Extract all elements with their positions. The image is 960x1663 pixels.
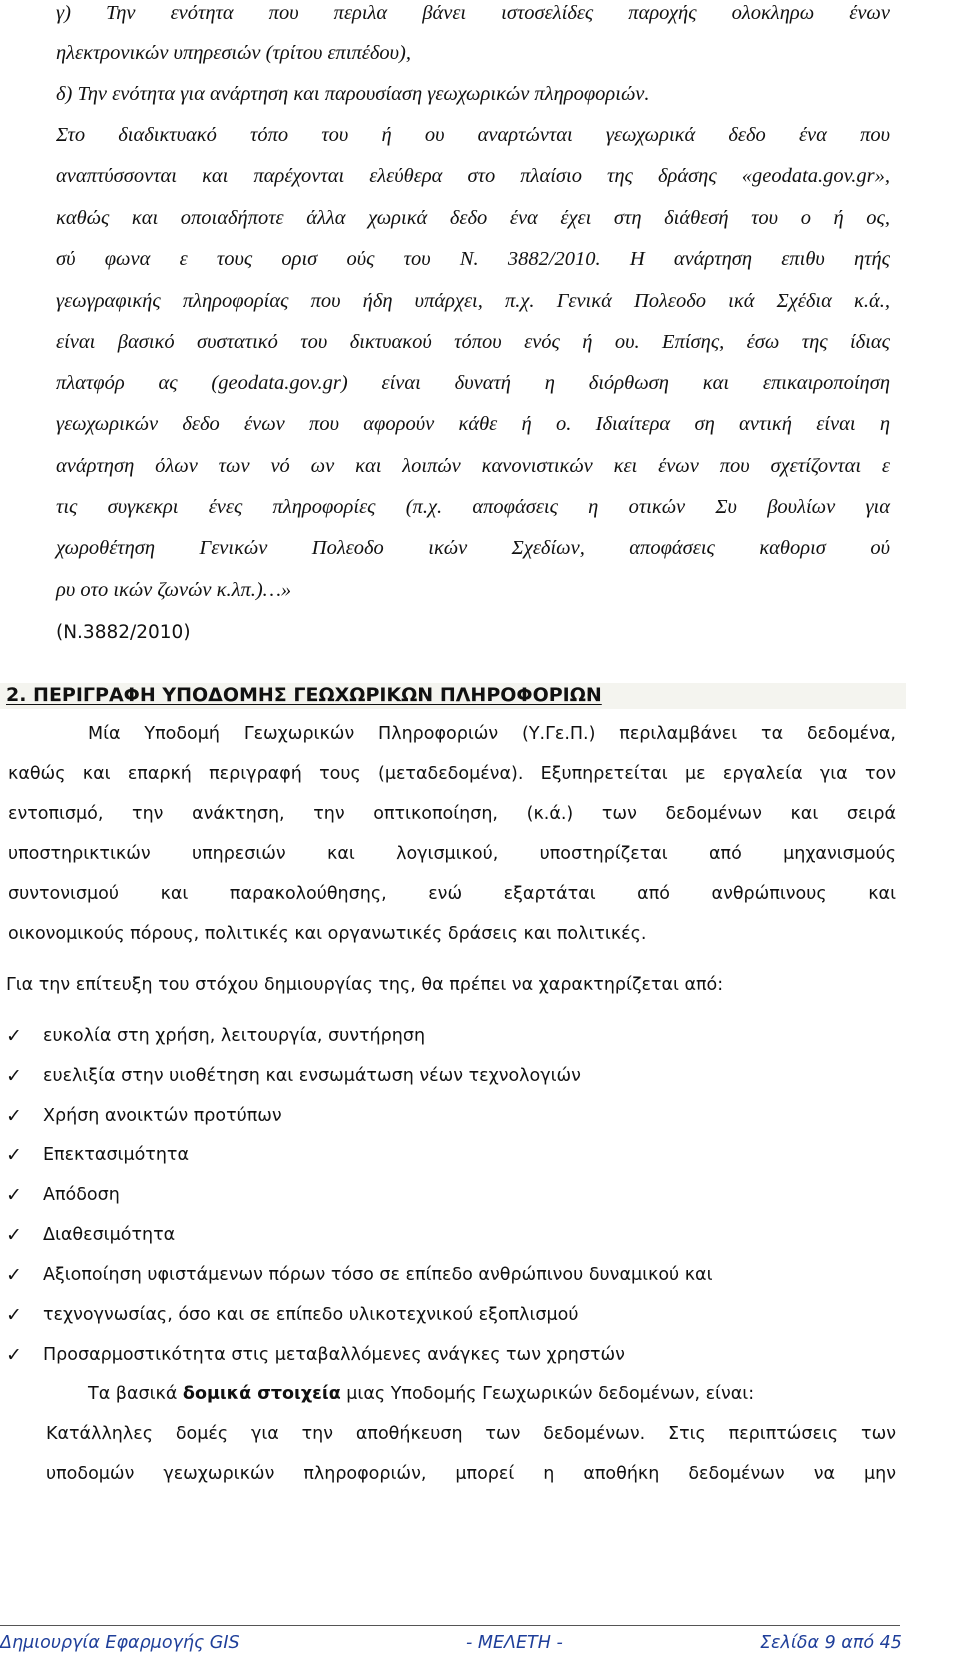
list-item-text: Προσαρμοστικότητα στις μεταβαλλόμενες ανάγκες των χρηστών: [43, 1345, 625, 1365]
list-item: [6, 1226, 906, 1250]
list-item: [6, 1186, 906, 1210]
check-mark-icon: ✓: [6, 1144, 22, 1166]
paragraph-line: υποστηρικτικών υπηρεσιών και λογισμικού, υποστηρίζεται από μηχανισμούς: [8, 844, 896, 864]
list-item: [6, 1146, 906, 1170]
list-item-text: Απόδοση: [43, 1185, 120, 1205]
text-run: Τα βασικά: [88, 1384, 183, 1404]
check-mark-icon: ✓: [6, 1025, 22, 1047]
list-item-text: Επεκτασιμότητα: [43, 1145, 189, 1165]
quote-line: Στο διαδικτυακό τόπο του ή ου αναρτώνται γεωχωρικά δεδο ένα που: [56, 124, 890, 146]
quote-line: είναι βασικό συστατικό του δικτυακού τόπου ενός ή ου. Επίσης, έσω της ίδιας: [56, 331, 890, 353]
check-mark-icon: ✓: [6, 1105, 22, 1127]
list-item: [6, 1306, 906, 1330]
bold-term: δομικά στοιχεία: [182, 1384, 341, 1404]
paragraph-line: Κατάλληλες δομές για την αποθήκευση των δεδομένων. Στις περιπτώσεις των: [46, 1424, 896, 1444]
check-mark-icon: ✓: [6, 1344, 22, 1366]
list-item-text: τεχνογνωσίας, όσο και σε επίπεδο υλικοτεχνικού εξοπλισμού: [43, 1305, 579, 1325]
page-number: Σελίδα 9 από 45: [760, 1633, 902, 1653]
list-item-text: Διαθεσιμότητα: [43, 1225, 176, 1245]
list-item: [6, 1067, 906, 1091]
citation: (Ν.3882/2010): [56, 622, 191, 643]
footer-rule: [0, 1625, 900, 1626]
list-item: [6, 1027, 906, 1051]
check-mark-icon: ✓: [6, 1184, 22, 1206]
paragraph-line: Μία Υποδομή Γεωχωρικών Πληροφοριών (Υ.Γε.Π.) περιλαμβάνει τα δεδομένα,: [88, 724, 896, 744]
quote-line: αναπτύσσονται και παρέχονται ελεύθερα στο πλαίσιο της δράσης «geodata.gov.gr»,: [56, 165, 890, 187]
quote-line: ρυ οτο ικών ζωνών κ.λπ.)…»: [56, 579, 292, 601]
quote-line: ανάρτηση όλων των νό ων και λοιπών κανονιστικών κει ένων που σχετίζονται ε: [56, 455, 890, 477]
paragraph-line: καθώς και επαρκή περιγραφή τους (μεταδεδομένα). Εξυπηρετείται με εργαλεία για τον: [8, 764, 896, 784]
footer-center: - ΜΕΛΕΤΗ -: [466, 1633, 563, 1653]
footer-title: Δημιουργία Εφαρμογής GIS: [0, 1633, 240, 1653]
list-item: [6, 1107, 906, 1131]
quote-line: σύ φωνα ε τους ορισ ούς του Ν. 3882/2010. Η ανάρτηση επιθυ ητής: [56, 248, 890, 270]
check-mark-icon: ✓: [6, 1304, 22, 1326]
text-run: μιας Υποδομής Γεωχωρικών δεδομένων, είναι:: [340, 1384, 755, 1404]
list-item: [6, 1346, 906, 1370]
quote-line: τις συγκεκρι ένες πληροφορίες (π.χ. αποφάσεις η οτικών Συ βουλίων για: [56, 496, 890, 518]
list-item-text: ευελιξία στην υιοθέτηση και ενσωμάτωση νέων τεχνολογιών: [43, 1066, 581, 1086]
intro-line: Για την επίτευξη του στόχου δημιουργίας της, θα πρέπει να χαρακτηρίζεται από:: [6, 975, 724, 995]
paragraph-line: εντοπισμό, την ανάκτηση, την οπτικοποίηση, (κ.ά.) των δεδομένων και σειρά: [8, 804, 896, 824]
list-item: [6, 1266, 906, 1290]
quote-line: γεωγραφικής πληροφορίας που ήδη υπάρχει, π.χ. Γενικά Πολεοδο ικά Σχέδια κ.ά.,: [56, 290, 890, 312]
check-mark-icon: ✓: [6, 1065, 22, 1087]
quote-line: γεωχωρικών δεδο ένων που αφορούν κάθε ή ο. Ιδιαίτερα ση αντική είναι η: [56, 413, 890, 435]
list-item-text: ευκολία στη χρήση, λειτουργία, συντήρηση: [43, 1026, 426, 1046]
quote-line: καθώς και οποιαδήποτε άλλα χωρικά δεδο ένα έχει στη διάθεσή του ο ή ος,: [56, 207, 890, 229]
paragraph-line: [88, 1386, 896, 1404]
paragraph-line: οικονομικούς πόρους, πολιτικές και οργανωτικές δράσεις και πολιτικές.: [8, 924, 647, 944]
quote-line: ηλεκτρονικών υπηρεσιών (τρίτου επιπέδου),: [56, 42, 412, 64]
list-item-text: Αξιοποίηση υφιστάμενων πόρων τόσο σε επίπεδο ανθρώπινου δυναμικού και: [43, 1265, 713, 1285]
check-mark-icon: ✓: [6, 1224, 22, 1246]
quote-line: πλατφόρ ας (geodata.gov.gr) είναι δυνατή η διόρθωση και επικαιροποίηση: [56, 372, 890, 394]
check-mark-icon: ✓: [6, 1264, 22, 1286]
paragraph-line: υποδομών γεωχωρικών πληροφοριών, μπορεί η αποθήκη δεδομένων να μην: [46, 1464, 896, 1484]
quote-line: δ) Την ενότητα για ανάρτηση και παρουσίαση γεωχωρικών πληροφοριών.: [56, 83, 650, 105]
list-item-text: Χρήση ανοικτών προτύπων: [43, 1106, 282, 1126]
paragraph-line: συντονισμού και παρακολούθησης, ενώ εξαρτάται από ανθρώπινους και: [8, 884, 896, 904]
quote-line: γ) Την ενότητα που περιλα βάνει ιστοσελίδες παροχής ολοκληρω ένων: [56, 2, 890, 24]
section-heading: 2. ΠΕΡΙΓΡΑΦΗ ΥΠΟΔΟΜΗΣ ΓΕΩΧΩΡΙΚΩΝ ΠΛΗΡΟΦΟΡΙΩΝ: [6, 684, 602, 706]
quote-line: χωροθέτηση Γενικών Πολεοδο ικών Σχεδίων, αποφάσεις καθορισ ού: [56, 537, 890, 559]
